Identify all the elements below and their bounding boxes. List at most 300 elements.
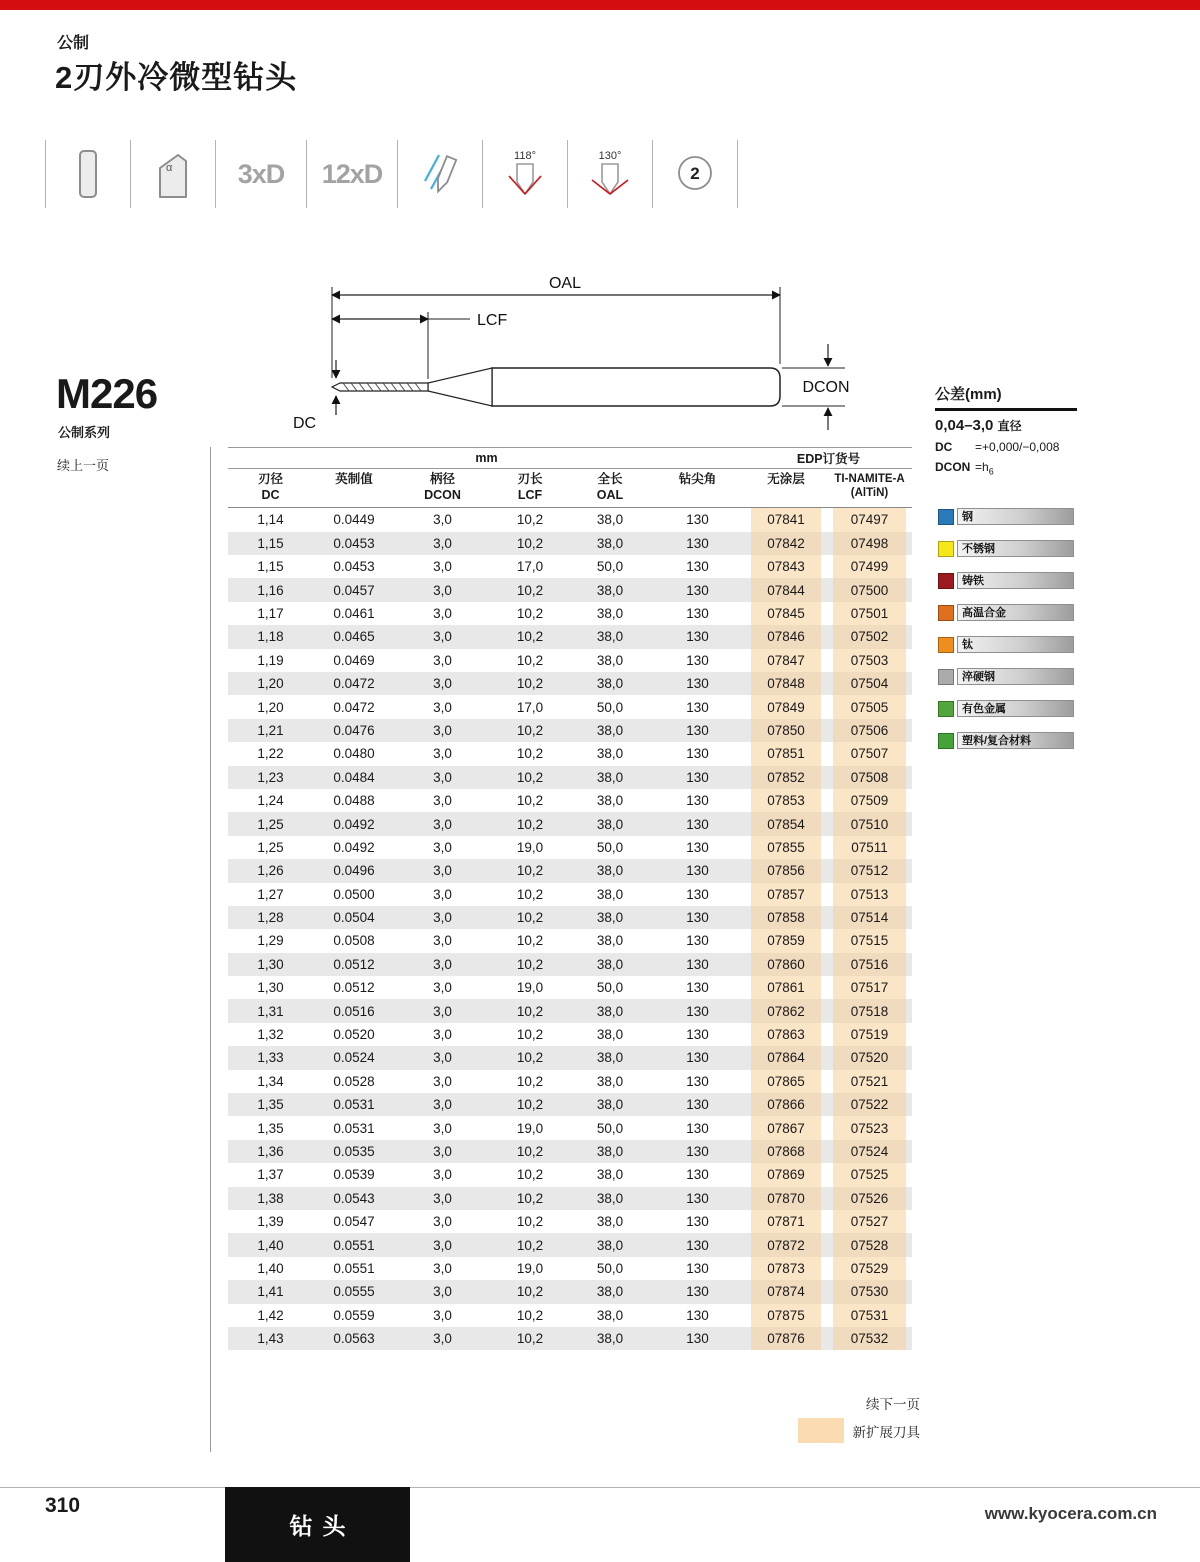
cell-lcf: 10,2 (516, 769, 544, 785)
cell-oal: 38,0 (596, 863, 624, 879)
cell-edp-uncoated: 07864 (745, 1046, 827, 1069)
cell-oal: 50,0 (596, 559, 624, 575)
cell-edp-uncoated: 07851 (745, 742, 827, 765)
cell-oal: 38,0 (596, 886, 624, 902)
legend-item (938, 636, 1074, 653)
cell-oal: 38,0 (596, 1073, 624, 1089)
cell-oal: 38,0 (596, 652, 624, 668)
svg-text:2: 2 (690, 164, 700, 183)
cell-edp-uncoated: 07862 (745, 999, 827, 1022)
cell-point-angle: 130 (686, 956, 709, 972)
cell-oal: 50,0 (596, 839, 624, 855)
cell-dcon: 3,0 (433, 1284, 452, 1300)
cell-edp-uncoated: 07861 (745, 976, 827, 999)
table-row (228, 953, 912, 976)
cell-edp-tinamite: 07500 (827, 578, 912, 601)
cell-inch: 0.0508 (333, 933, 375, 949)
cell-point-angle: 130 (686, 910, 709, 926)
cell-dcon: 3,0 (433, 535, 452, 551)
cell-lcf: 10,2 (516, 1284, 544, 1300)
cell-dc: 1,15 (257, 559, 284, 575)
table-row (228, 929, 912, 952)
cell-lcf: 17,0 (516, 699, 544, 715)
cell-edp-tinamite: 07532 (827, 1327, 912, 1350)
cell-edp-uncoated: 07849 (745, 695, 827, 718)
spec-table-body (228, 508, 912, 1351)
table-row (228, 836, 912, 859)
cell-edp-tinamite: 07526 (827, 1187, 912, 1210)
cell-dcon: 3,0 (433, 559, 452, 575)
cell-inch: 0.0551 (333, 1260, 375, 1276)
cell-oal: 38,0 (596, 1307, 624, 1323)
continued-on-next: 续下一页 (866, 1397, 920, 1412)
cell-dcon: 3,0 (433, 816, 452, 832)
cell-dc: 1,38 (257, 1190, 284, 1206)
cell-edp-tinamite: 07509 (827, 789, 912, 812)
cell-edp-tinamite: 07517 (827, 976, 912, 999)
cell-edp-tinamite: 07501 (827, 602, 912, 625)
col-header-point-angle: 钻尖角 (650, 469, 745, 508)
table-row (228, 859, 912, 882)
cell-dc: 1,39 (257, 1214, 284, 1230)
cell-point-angle: 130 (686, 839, 709, 855)
cell-oal: 38,0 (596, 910, 624, 926)
cell-point-angle: 130 (686, 582, 709, 598)
cell-edp-uncoated: 07853 (745, 789, 827, 812)
cell-edp-uncoated: 07847 (745, 649, 827, 672)
cell-edp-tinamite: 07505 (827, 695, 912, 718)
cell-lcf: 10,2 (516, 1307, 544, 1323)
cell-inch: 0.0543 (333, 1190, 375, 1206)
table-row (228, 812, 912, 835)
cell-inch: 0.0488 (333, 793, 375, 809)
cell-edp-uncoated: 07874 (745, 1280, 827, 1303)
cell-lcf: 19,0 (516, 839, 544, 855)
dcon-label: DCON (802, 379, 850, 396)
cell-dcon: 3,0 (433, 839, 452, 855)
cell-edp-uncoated: 07843 (745, 555, 827, 578)
cell-dc: 1,28 (257, 910, 284, 926)
cell-oal: 38,0 (596, 746, 624, 762)
cell-edp-uncoated: 07852 (745, 766, 827, 789)
cell-lcf: 10,2 (516, 1167, 544, 1183)
cell-dc: 1,17 (257, 606, 284, 621)
table-row (228, 1140, 912, 1163)
table-row (228, 742, 912, 765)
table-row (228, 1257, 912, 1280)
cell-point-angle: 130 (686, 559, 709, 575)
cell-dcon: 3,0 (433, 676, 452, 692)
tolerance-dcon: DCON $=h_6$ (935, 460, 994, 477)
col-header-dcon: 柄径 DCON (395, 469, 490, 508)
cell-dcon: 3,0 (433, 863, 452, 879)
cell-lcf: 10,2 (516, 933, 544, 949)
cell-dcon: 3,0 (433, 512, 452, 528)
cell-oal: 38,0 (596, 1097, 624, 1113)
cell-point-angle: 130 (686, 535, 709, 551)
cell-oal: 38,0 (596, 512, 624, 528)
material-label: 高温合金 (957, 604, 1074, 621)
cell-oal: 38,0 (596, 1214, 624, 1230)
group-header-edp: EDP订货号 (745, 448, 912, 469)
cell-edp-tinamite: 07524 (827, 1140, 912, 1163)
cell-edp-uncoated: 07845 (745, 602, 827, 625)
website-link[interactable]: www.kyocera.com.cn (984, 1504, 1157, 1523)
material-color-chip (938, 605, 954, 621)
cell-dc: 1,34 (257, 1073, 284, 1089)
material-label: 钛 (957, 636, 1074, 653)
cell-dcon: 3,0 (433, 1097, 452, 1113)
cell-oal: 38,0 (596, 1027, 624, 1043)
cell-dc: 1,40 (257, 1260, 284, 1276)
tolerance-dc: DC =+0,000/−0,008 (935, 440, 1060, 454)
cell-dc: 1,22 (257, 746, 284, 762)
cell-edp-uncoated: 07868 (745, 1140, 827, 1163)
material-label: 钢 (957, 508, 1074, 525)
12xd-label: 12xD (321, 158, 383, 189)
cell-oal: 50,0 (596, 1260, 624, 1276)
cell-lcf: 10,2 (516, 1331, 544, 1347)
table-row (228, 1304, 912, 1327)
cell-edp-uncoated: 07860 (745, 953, 827, 976)
table-row (228, 999, 912, 1022)
table-row (228, 578, 912, 601)
col-header-oal: 全长 OAL (570, 469, 650, 508)
cell-dc: 1,21 (257, 722, 284, 738)
table-row (228, 649, 912, 672)
external-coolant-icon (398, 147, 482, 201)
material-label: 有色金属 (957, 700, 1074, 717)
cell-oal: 38,0 (596, 722, 624, 738)
cell-point-angle: 130 (686, 816, 709, 832)
cell-lcf: 10,2 (516, 1027, 544, 1043)
cell-dc: 1,15 (257, 535, 284, 551)
cell-point-angle: 130 (686, 1167, 709, 1183)
cell-dcon: 3,0 (433, 1003, 452, 1019)
cell-point-angle: 130 (686, 746, 709, 762)
cell-dcon: 3,0 (433, 1260, 452, 1276)
cell-lcf: 10,2 (516, 535, 544, 551)
material-color-chip (938, 701, 954, 717)
cell-lcf: 19,0 (516, 1120, 544, 1136)
cell-dc: 1,35 (257, 1097, 284, 1113)
cell-lcf: 10,2 (516, 793, 544, 809)
cell-dcon: 3,0 (433, 629, 452, 645)
cell-edp-tinamite: 07520 (827, 1046, 912, 1069)
cell-edp-tinamite: 07508 (827, 766, 912, 789)
legend-item (938, 540, 1074, 557)
cell-dcon: 3,0 (433, 910, 452, 926)
cell-dcon: 3,0 (433, 699, 452, 715)
cell-edp-tinamite: 07503 (827, 649, 912, 672)
table-row (228, 1163, 912, 1186)
cell-inch: 0.0465 (333, 629, 375, 645)
cell-point-angle: 130 (686, 1237, 709, 1253)
cell-lcf: 10,2 (516, 863, 544, 879)
cell-point-angle: 130 (686, 1050, 709, 1066)
cell-edp-tinamite: 07516 (827, 953, 912, 976)
cell-dc: 1,16 (257, 582, 284, 598)
group-header-row (228, 448, 912, 469)
page-number: 310 (45, 1494, 81, 1517)
cell-dcon: 3,0 (433, 1167, 452, 1183)
cell-lcf: 19,0 (516, 1260, 544, 1276)
cell-dcon: 3,0 (433, 1237, 452, 1253)
cell-lcf: 10,2 (516, 910, 544, 926)
lcf-label: LCF (477, 312, 508, 329)
cell-point-angle: 130 (686, 1120, 709, 1136)
point-angle-130-icon: 130° (568, 150, 652, 199)
cell-edp-uncoated: 07869 (745, 1163, 827, 1186)
cell-inch: 0.0484 (333, 769, 375, 785)
legend-item (938, 732, 1074, 749)
cell-inch: 0.0524 (333, 1050, 375, 1066)
cell-dcon: 3,0 (433, 1190, 452, 1206)
cell-oal: 38,0 (596, 956, 624, 972)
table-row (228, 789, 912, 812)
cell-inch: 0.0457 (333, 582, 375, 598)
cell-inch: 0.0472 (333, 676, 375, 692)
cell-edp-tinamite: 07529 (827, 1257, 912, 1280)
cell-edp-tinamite: 07499 (827, 555, 912, 578)
cell-point-angle: 130 (686, 1143, 709, 1159)
cell-inch: 0.0512 (333, 980, 375, 996)
cell-dc: 1,30 (257, 956, 284, 972)
cell-dc: 1,25 (257, 839, 284, 855)
cell-oal: 38,0 (596, 769, 624, 785)
cell-lcf: 10,2 (516, 816, 544, 832)
cell-edp-uncoated: 07850 (745, 719, 827, 742)
cell-dcon: 3,0 (433, 746, 452, 762)
cell-edp-uncoated: 07844 (745, 578, 827, 601)
cell-dcon: 3,0 (433, 1214, 452, 1230)
table-row (228, 1280, 912, 1303)
tolerance-title: 公差(mm) (935, 386, 1002, 403)
cell-dc: 1,35 (257, 1120, 284, 1136)
column-header-row (228, 469, 912, 508)
cell-lcf: 10,2 (516, 582, 544, 598)
cell-edp-tinamite: 07530 (827, 1280, 912, 1303)
cell-lcf: 17,0 (516, 559, 544, 575)
cell-lcf: 10,2 (516, 676, 544, 692)
legend-item (938, 604, 1074, 621)
table-row (228, 625, 912, 648)
cell-edp-tinamite: 07502 (827, 625, 912, 648)
table-row (228, 1070, 912, 1093)
cell-dc: 1,41 (257, 1284, 284, 1300)
cell-edp-uncoated: 07867 (745, 1116, 827, 1139)
drill-taper (428, 368, 492, 406)
new-tool-legend (228, 1418, 920, 1443)
cell-inch: 0.0520 (333, 1027, 375, 1043)
cell-point-angle: 130 (686, 1260, 709, 1276)
cell-lcf: 10,2 (516, 1190, 544, 1206)
cell-point-angle: 130 (686, 980, 709, 996)
cell-oal: 38,0 (596, 816, 624, 832)
cell-dcon: 3,0 (433, 1331, 452, 1347)
cell-oal: 38,0 (596, 1003, 624, 1019)
table-row (228, 508, 912, 532)
material-color-chip (938, 573, 954, 589)
col-header-dc: 刃径 DC (228, 469, 313, 508)
cell-edp-tinamite: 07497 (827, 508, 912, 532)
cell-dc: 1,14 (257, 512, 284, 528)
cell-edp-tinamite: 07521 (827, 1070, 912, 1093)
cell-inch: 0.0453 (333, 559, 375, 575)
cell-point-angle: 130 (686, 1331, 709, 1347)
page-title: 2刃外冷微型钻头 (55, 60, 298, 95)
table-row (228, 1327, 912, 1350)
cell-lcf: 10,2 (516, 1003, 544, 1019)
table-row (228, 1093, 912, 1116)
material-legend (938, 508, 1074, 764)
cell-edp-uncoated: 07865 (745, 1070, 827, 1093)
cell-point-angle: 130 (686, 793, 709, 809)
legend-item (938, 668, 1074, 685)
oal-label: OAL (548, 275, 582, 292)
cell-dcon: 3,0 (433, 1050, 452, 1066)
table-left-rule (210, 447, 211, 1452)
cell-dc: 1,27 (257, 886, 284, 902)
cell-oal: 38,0 (596, 582, 624, 598)
cell-lcf: 19,0 (516, 980, 544, 996)
series-code: M226 (56, 370, 158, 417)
cell-edp-uncoated: 07848 (745, 672, 827, 695)
cell-dc: 1,24 (257, 793, 284, 809)
cell-dcon: 3,0 (433, 793, 452, 809)
col-header-edp-tinamite: TI-NAMITE-A (AlTiN) (827, 469, 912, 508)
cell-edp-uncoated: 07857 (745, 883, 827, 906)
cell-point-angle: 130 (686, 1190, 709, 1206)
cell-oal: 50,0 (596, 1120, 624, 1136)
table-row (228, 719, 912, 742)
cell-point-angle: 130 (686, 652, 709, 668)
cell-oal: 38,0 (596, 1050, 624, 1066)
drill-shank (492, 368, 780, 406)
table-row (228, 555, 912, 578)
cell-point-angle: 130 (686, 606, 709, 621)
cell-point-angle: 130 (686, 1003, 709, 1019)
cell-oal: 38,0 (596, 535, 624, 551)
cell-dc: 1,20 (257, 676, 284, 692)
table-row (228, 1210, 912, 1233)
material-label: 塑料/复合材料 (957, 732, 1074, 749)
table-row (228, 602, 912, 625)
group-header-mm: mm (228, 448, 745, 469)
cell-dc: 1,23 (257, 769, 284, 785)
cell-edp-tinamite: 07510 (827, 812, 912, 835)
legend-item (938, 700, 1074, 717)
cell-edp-uncoated: 07871 (745, 1210, 827, 1233)
cell-inch: 0.0531 (333, 1120, 375, 1136)
new-tool-label: 新扩展刀具 (852, 1424, 920, 1440)
cell-dcon: 3,0 (433, 1073, 452, 1089)
footer-section-tab: 钻头 (225, 1487, 410, 1562)
cell-point-angle: 130 (686, 1307, 709, 1323)
table-row (228, 766, 912, 789)
footer-rule (0, 1487, 1200, 1488)
cell-point-angle: 130 (686, 676, 709, 692)
material-color-chip (938, 733, 954, 749)
cell-oal: 38,0 (596, 629, 624, 645)
cell-point-angle: 130 (686, 699, 709, 715)
cell-point-angle: 130 (686, 629, 709, 645)
table-row (228, 976, 912, 999)
table-row (228, 672, 912, 695)
cell-edp-tinamite: 07523 (827, 1116, 912, 1139)
spec-table (228, 447, 912, 1350)
cell-dc: 1,42 (257, 1307, 284, 1323)
table-row (228, 1233, 912, 1256)
cell-inch: 0.0559 (333, 1307, 375, 1323)
cell-oal: 38,0 (596, 1237, 624, 1253)
cell-lcf: 10,2 (516, 652, 544, 668)
cell-inch: 0.0449 (333, 512, 375, 528)
cell-edp-tinamite: 07498 (827, 532, 912, 555)
cell-oal: 38,0 (596, 1284, 624, 1300)
cell-dcon: 3,0 (433, 980, 452, 996)
cell-edp-uncoated: 07873 (745, 1257, 827, 1280)
cell-edp-tinamite: 07506 (827, 719, 912, 742)
table-row (228, 883, 912, 906)
cell-lcf: 10,2 (516, 1214, 544, 1230)
cell-oal: 38,0 (596, 606, 624, 621)
cell-dc: 1,32 (257, 1027, 284, 1043)
cell-dcon: 3,0 (433, 933, 452, 949)
cell-point-angle: 130 (686, 769, 709, 785)
cell-dc: 1,19 (257, 652, 284, 668)
cell-dcon: 3,0 (433, 1143, 452, 1159)
cell-dc: 1,18 (257, 629, 284, 645)
page-eyebrow: 公制 (57, 35, 90, 52)
cell-dc: 1,20 (257, 699, 284, 715)
table-row (228, 1023, 912, 1046)
cell-edp-uncoated: 07876 (745, 1327, 827, 1350)
cell-edp-uncoated: 07846 (745, 625, 827, 648)
cell-dcon: 3,0 (433, 652, 452, 668)
new-tool-swatch (798, 1418, 844, 1443)
dc-label: DC (293, 415, 317, 432)
cell-oal: 38,0 (596, 676, 624, 692)
cell-inch: 0.0492 (333, 816, 375, 832)
cell-dcon: 3,0 (433, 1027, 452, 1043)
cell-edp-uncoated: 07841 (745, 508, 827, 532)
cell-dcon: 3,0 (433, 769, 452, 785)
cell-edp-tinamite: 07514 (827, 906, 912, 929)
cell-inch: 0.0535 (333, 1143, 375, 1159)
cell-dc: 1,37 (257, 1167, 284, 1183)
cell-edp-tinamite: 07522 (827, 1093, 912, 1116)
cell-point-angle: 130 (686, 886, 709, 902)
table-row (228, 695, 912, 718)
cell-edp-tinamite: 07518 (827, 999, 912, 1022)
cell-edp-uncoated: 07875 (745, 1304, 827, 1327)
cell-point-angle: 130 (686, 933, 709, 949)
cell-edp-uncoated: 07842 (745, 532, 827, 555)
cell-lcf: 10,2 (516, 746, 544, 762)
cell-inch: 0.0469 (333, 652, 375, 668)
cell-inch: 0.0496 (333, 863, 375, 879)
cell-edp-tinamite: 07528 (827, 1233, 912, 1256)
col-header-edp-uncoated: 无涂层 (745, 469, 827, 508)
col-header-lcf: 刃长 LCF (490, 469, 570, 508)
cell-dcon: 3,0 (433, 606, 452, 621)
cell-inch: 0.0461 (333, 606, 375, 621)
clearance-angle-icon (131, 148, 215, 200)
cell-point-angle: 130 (686, 1214, 709, 1230)
cell-dcon: 3,0 (433, 1120, 452, 1136)
cell-inch: 0.0539 (333, 1167, 375, 1183)
